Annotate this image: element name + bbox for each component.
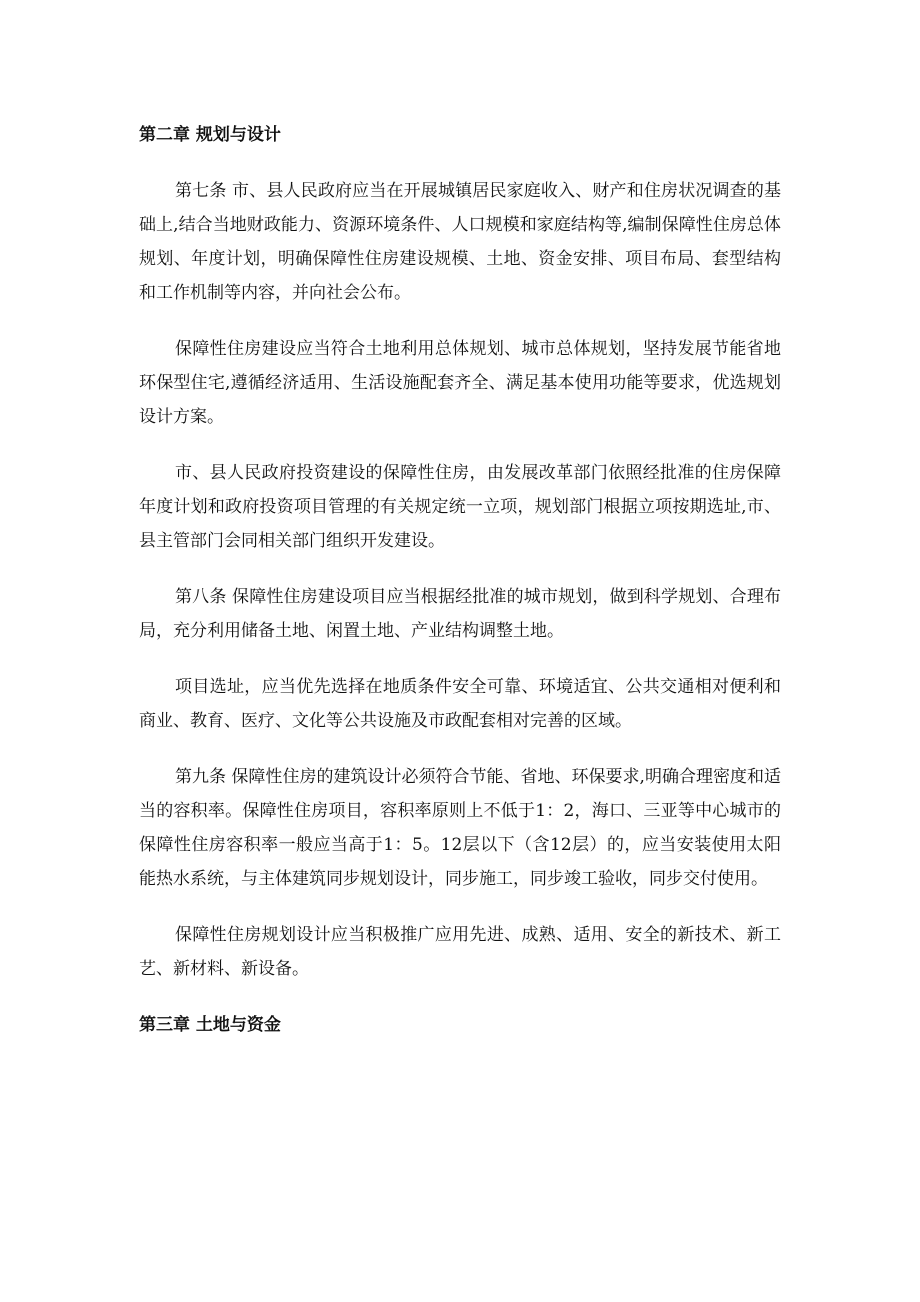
article-9-paragraph: 第九条 保障性住房的建筑设计必须符合节能、省地、环保要求,明确合理密度和适当的容积率。保障性住房项目，容积率原则上不低于1：2，海口、三亚等中心城市的保障性住房容积率一般应当高于1：5。12层以下（含12层）的，应当安装使用太阳能热水系统，与主体建筑同步规划设计，同步施工，同步竣工验收，同步交付使用。 xyxy=(139,767,781,889)
article-8-paragraph-2: 项目选址，应当优先选择在地质条件安全可靠、环境适宜、公共交通相对便利和商业、教育、医疗、文化等公共设施及市政配套相对完善的区域。 xyxy=(139,677,781,731)
article-7-paragraph-2: 保障性住房建设应当符合土地利用总体规划、城市总体规划，坚持发展节能省地环保型住宅,遵循经济适用、生活设施配套齐全、满足基本使用功能等要求，优选规划设计方案。 xyxy=(139,339,781,427)
article-7-paragraph: 第七条 市、县人民政府应当在开展城镇居民家庭收入、财产和住房状况调查的基础上,结合当地财政能力、资源环境条件、人口规模和家庭结构等,编制保障性住房总体规划、年度计划，明确保障性住房建设规模、土地、资金安排、项目布局、套型结构和工作机制等内容，并向社会公布。 xyxy=(139,181,781,303)
article-8-paragraph: 第八条 保障性住房建设项目应当根据经批准的城市规划，做到科学规划、合理布局，充分利用储备土地、闲置土地、产业结构调整土地。 xyxy=(139,587,781,641)
chapter-2-heading: 第二章 规划与设计 xyxy=(139,125,281,145)
chapter-3-heading: 第三章 土地与资金 xyxy=(139,1015,281,1035)
article-9-paragraph-2: 保障性住房规划设计应当积极推广应用先进、成熟、适用、安全的新技术、新工艺、新材料、新设备。 xyxy=(139,925,781,979)
document-page xyxy=(139,118,781,1064)
article-7-paragraph-3: 市、县人民政府投资建设的保障性住房，由发展改革部门依照经批准的住房保障年度计划和政府投资项目管理的有关规定统一立项，规划部门根据立项按期选址,市、县主管部门会同相关部门组织开发建设。 xyxy=(139,463,781,551)
